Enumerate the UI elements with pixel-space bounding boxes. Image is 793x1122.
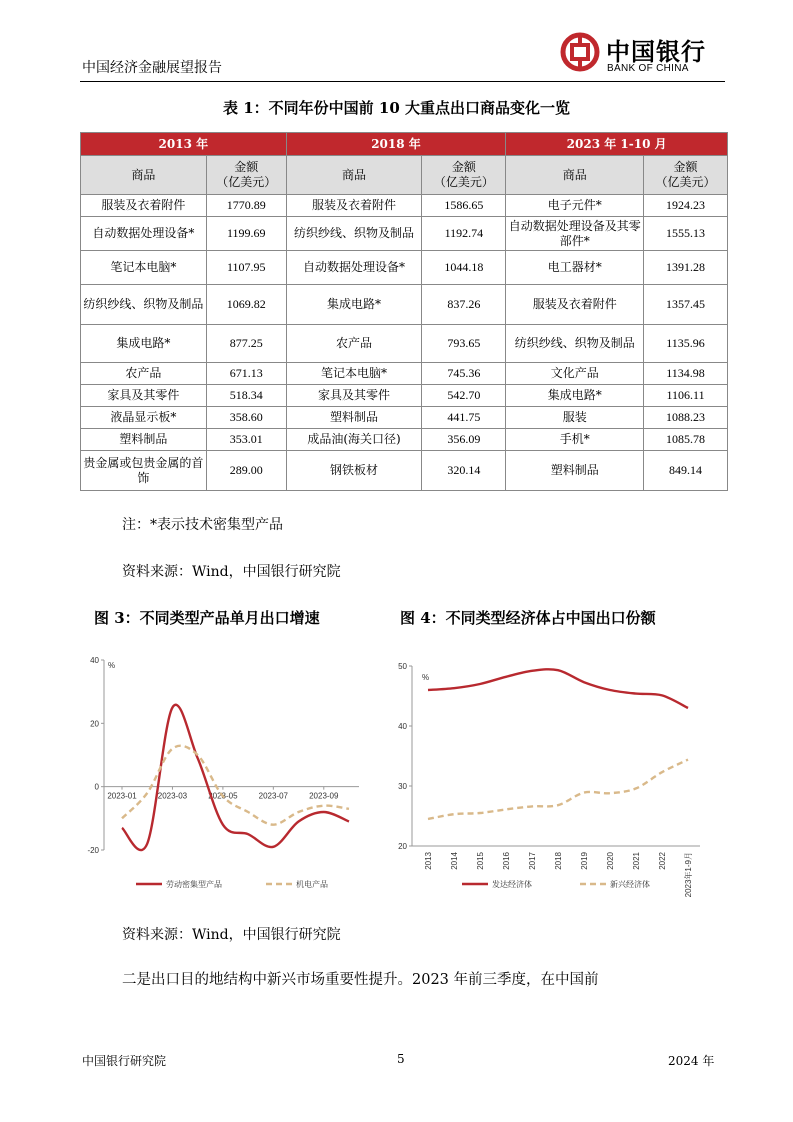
legend-label: 发达经济体 xyxy=(492,880,532,889)
amount-cell: 358.60 xyxy=(206,407,286,429)
amount-cell: 356.09 xyxy=(422,429,506,451)
goods-cell: 纺织纱线、织物及制品 xyxy=(81,285,207,325)
goods-cell: 家具及其零件 xyxy=(286,385,422,407)
goods-cell: 农产品 xyxy=(81,363,207,385)
series-line-developed xyxy=(428,669,688,708)
y-tick-label: 20 xyxy=(398,842,407,851)
x-tick-label: 2014 xyxy=(450,852,459,870)
year-header-2018: 2018 年 xyxy=(286,133,506,156)
amount-cell: 542.70 xyxy=(422,385,506,407)
legend-label: 劳动密集型产品 xyxy=(166,880,222,889)
col-goods: 商品 xyxy=(506,156,644,195)
x-tick-label: 2023-03 xyxy=(157,791,188,801)
figure3-chart xyxy=(84,648,374,898)
year-header-2023: 2023 年 1-10 月 xyxy=(506,133,728,156)
y-tick-label: 30 xyxy=(398,782,407,791)
goods-cell: 笔记本电脑* xyxy=(81,251,207,285)
table-source: 资料来源：Wind，中国银行研究院 xyxy=(122,564,341,580)
x-tick-label: 2022 xyxy=(658,852,667,870)
amount-cell: 1085.78 xyxy=(644,429,728,451)
goods-cell: 集成电路* xyxy=(506,385,644,407)
goods-cell: 自动数据处理设备及其零部件* xyxy=(506,217,644,251)
amount-cell: 1044.18 xyxy=(422,251,506,285)
amount-cell: 1391.28 xyxy=(644,251,728,285)
logo-chinese-text: 中国银行 xyxy=(606,38,706,66)
figure3-title: 图 3：不同类型产品单月出口增速 xyxy=(94,609,320,627)
amount-cell: 1134.98 xyxy=(644,363,728,385)
col-amount: 金额 （亿美元） xyxy=(206,156,286,195)
table-row xyxy=(81,429,728,451)
amount-cell: 1192.74 xyxy=(422,217,506,251)
amount-cell: 1586.65 xyxy=(422,195,506,217)
goods-cell: 液晶显示板* xyxy=(81,407,207,429)
logo-english-text: BANK OF CHINA xyxy=(607,63,689,74)
amount-cell: 353.01 xyxy=(206,429,286,451)
goods-cell: 钢铁板材 xyxy=(286,451,422,491)
header-divider xyxy=(80,81,725,82)
goods-cell: 自动数据处理设备* xyxy=(81,217,207,251)
report-title: 中国经济金融展望报告 xyxy=(82,60,222,76)
amount-cell: 1069.82 xyxy=(206,285,286,325)
x-tick-label: 2023年1-9月 xyxy=(684,852,693,898)
year-header-2013: 2013 年 xyxy=(81,133,287,156)
x-tick-label: 2019 xyxy=(580,852,589,870)
amount-cell: 745.36 xyxy=(422,363,506,385)
amount-cell: 1357.45 xyxy=(644,285,728,325)
table-row xyxy=(81,251,728,285)
col-goods: 商品 xyxy=(81,156,207,195)
amount-cell: 1106.11 xyxy=(644,385,728,407)
figure-source: 资料来源：Wind，中国银行研究院 xyxy=(122,927,341,943)
amount-cell: 1107.95 xyxy=(206,251,286,285)
goods-cell: 电子元件* xyxy=(506,195,644,217)
y-tick-label: 40 xyxy=(90,656,99,665)
table-title: 表 1：不同年份中国前 10 大重点出口商品变化一览 xyxy=(223,99,570,117)
amount-cell: 1555.13 xyxy=(644,217,728,251)
goods-cell: 纺织纱线、织物及制品 xyxy=(286,217,422,251)
goods-cell: 服装及衣着附件 xyxy=(286,195,422,217)
x-tick-label: 2023-01 xyxy=(107,791,137,801)
goods-cell: 笔记本电脑* xyxy=(286,363,422,385)
body-paragraph: 二是出口目的地结构中新兴市场重要性提升。2023 年前三季度，在中国前 xyxy=(122,972,599,988)
goods-cell: 集成电路* xyxy=(81,325,207,363)
goods-cell: 电工器材* xyxy=(506,251,644,285)
x-tick-label: 2013 xyxy=(424,852,433,870)
goods-cell: 服装 xyxy=(506,407,644,429)
goods-cell: 农产品 xyxy=(286,325,422,363)
amount-cell: 320.14 xyxy=(422,451,506,491)
goods-cell: 文化产品 xyxy=(506,363,644,385)
amount-cell: 849.14 xyxy=(644,451,728,491)
x-tick-label: 2016 xyxy=(502,852,511,870)
y-tick-label: 0 xyxy=(94,782,99,792)
table-row xyxy=(81,451,728,491)
page-number: 5 xyxy=(397,1052,405,1066)
x-tick-label: 2017 xyxy=(528,852,537,870)
amount-cell: 1088.23 xyxy=(644,407,728,429)
x-tick-label: 2020 xyxy=(606,852,615,870)
table-row xyxy=(81,217,728,251)
goods-cell: 服装及衣着附件 xyxy=(81,195,207,217)
legend-label: 机电产品 xyxy=(296,880,328,889)
goods-cell: 手机* xyxy=(506,429,644,451)
goods-cell: 自动数据处理设备* xyxy=(286,251,422,285)
x-tick-label: 2023-09 xyxy=(309,791,339,801)
x-tick-label: 2015 xyxy=(476,852,485,870)
table-row xyxy=(81,195,728,217)
goods-cell: 塑料制品 xyxy=(81,429,207,451)
amount-cell: 837.26 xyxy=(422,285,506,325)
unit-label: % xyxy=(422,673,430,682)
goods-cell: 集成电路* xyxy=(286,285,422,325)
goods-cell: 成品油(海关口径) xyxy=(286,429,422,451)
x-tick-label: 2023-05 xyxy=(208,791,238,801)
export-goods-table xyxy=(80,132,728,491)
goods-cell: 贵金属或包贵金属的首饰 xyxy=(81,451,207,491)
amount-cell: 1199.69 xyxy=(206,217,286,251)
amount-cell: 518.34 xyxy=(206,385,286,407)
bank-logo xyxy=(560,30,720,82)
col-amount: 金额 （亿美元） xyxy=(644,156,728,195)
y-tick-label: 40 xyxy=(398,722,407,731)
figure4-chart xyxy=(390,648,710,898)
goods-cell: 塑料制品 xyxy=(506,451,644,491)
amount-cell: 793.65 xyxy=(422,325,506,363)
amount-cell: 1770.89 xyxy=(206,195,286,217)
goods-cell: 服装及衣着附件 xyxy=(506,285,644,325)
col-amount: 金额 （亿美元） xyxy=(422,156,506,195)
goods-cell: 塑料制品 xyxy=(286,407,422,429)
amount-cell: 877.25 xyxy=(206,325,286,363)
table-row xyxy=(81,385,728,407)
table-row xyxy=(81,363,728,385)
figure4-title: 图 4：不同类型经济体占中国出口份额 xyxy=(400,609,656,627)
table-row xyxy=(81,407,728,429)
amount-cell: 289.00 xyxy=(206,451,286,491)
amount-cell: 1924.23 xyxy=(644,195,728,217)
unit-label: % xyxy=(108,661,116,670)
x-tick-label: 2023-07 xyxy=(258,791,289,801)
y-tick-label: 20 xyxy=(90,719,99,729)
amount-cell: 671.13 xyxy=(206,363,286,385)
goods-cell: 纺织纱线、织物及制品 xyxy=(506,325,644,363)
col-goods: 商品 xyxy=(286,156,422,195)
x-tick-label: 2021 xyxy=(632,852,641,870)
amount-cell: 1135.96 xyxy=(644,325,728,363)
bank-of-china-logo-icon xyxy=(560,32,600,72)
footer-year: 2024 年 xyxy=(668,1054,715,1068)
goods-cell: 家具及其零件 xyxy=(81,385,207,407)
series-line-emerging xyxy=(428,760,688,819)
y-tick-label: 50 xyxy=(398,662,407,671)
table-body xyxy=(81,195,728,491)
amount-cell: 441.75 xyxy=(422,407,506,429)
legend-label: 新兴经济体 xyxy=(610,880,650,889)
table-note: 注：*表示技术密集型产品 xyxy=(122,517,283,533)
y-tick-label: -20 xyxy=(87,846,99,855)
footer-org: 中国银行研究院 xyxy=(82,1054,167,1068)
x-tick-label: 2018 xyxy=(554,852,563,870)
table-row xyxy=(81,325,728,363)
table-row xyxy=(81,285,728,325)
